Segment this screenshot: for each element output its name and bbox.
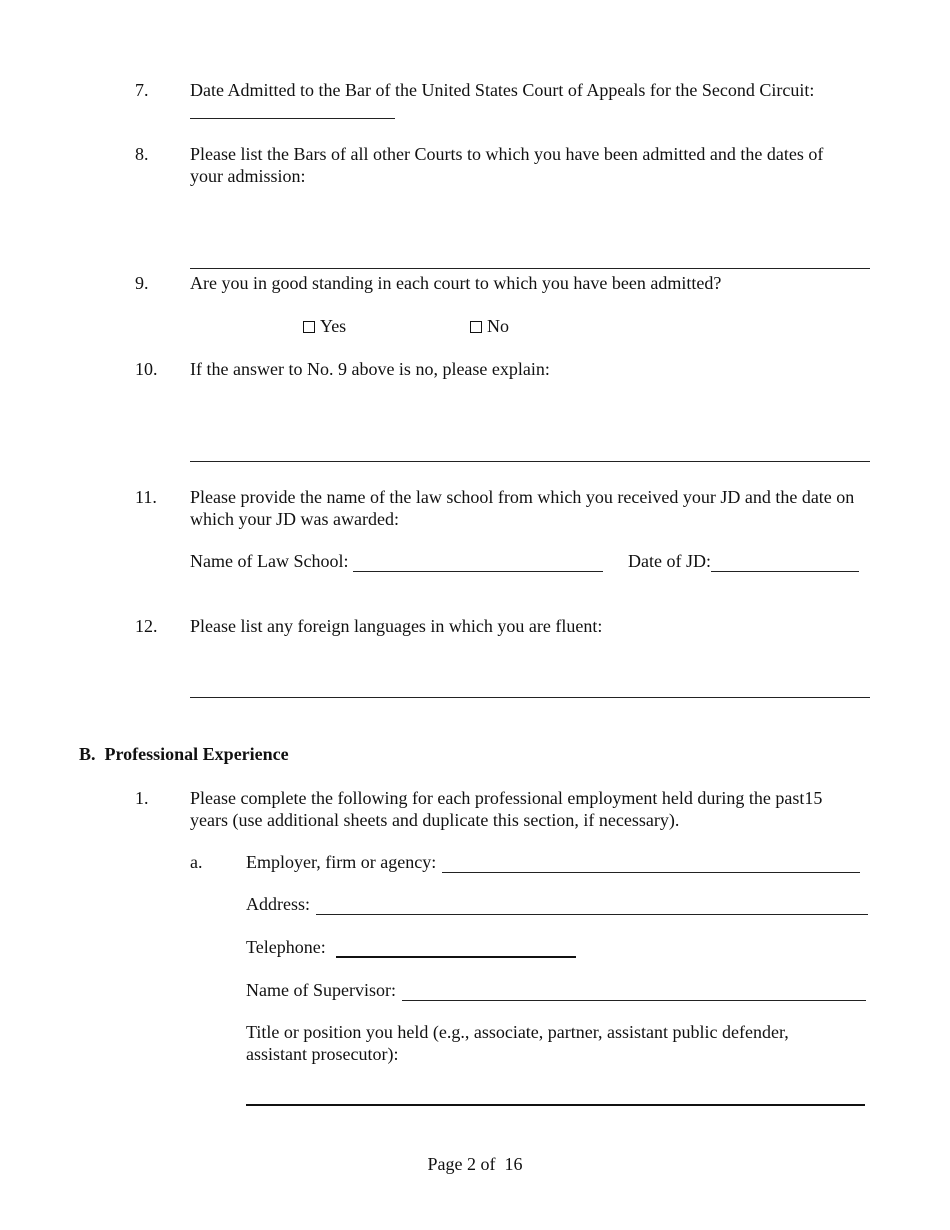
q10-number: 10.: [135, 359, 158, 379]
b1-number: 1.: [135, 788, 149, 808]
telephone-field[interactable]: [336, 938, 576, 958]
q9-text: Are you in good standing in each court to which you have been admitted?: [190, 273, 722, 293]
q12-number: 12.: [135, 616, 158, 636]
telephone-row: [246, 936, 576, 958]
employer-label: Employer, firm or agency:: [246, 852, 437, 872]
q9-no-option[interactable]: [470, 315, 509, 337]
jd-date-label: Date of JD:: [628, 551, 711, 571]
q11-text: Please provide the name of the law school from which you received your JD and the date on which your JD was awarded:: [190, 487, 855, 529]
q11-number: 11.: [135, 487, 157, 507]
q12-answer-field[interactable]: [190, 697, 870, 698]
q7-number: 7.: [135, 80, 149, 100]
yes-checkbox[interactable]: [303, 321, 315, 333]
q12-text: Please list any foreign languages in which you are fluent:: [190, 616, 603, 636]
telephone-label: Telephone:: [246, 937, 326, 957]
jd-date-row: [628, 550, 859, 572]
yes-label: Yes: [320, 316, 347, 336]
supervisor-field[interactable]: [402, 982, 866, 1001]
q8-number: 8.: [135, 144, 149, 164]
no-label: No: [487, 316, 509, 336]
title-position-label: Title or position you held (e.g., associate, partner, assistant public defender, assistant prosecutor):: [246, 1022, 789, 1064]
q8-answer-field[interactable]: [190, 268, 870, 269]
q9-number: 9.: [135, 273, 149, 293]
law-school-row: [190, 550, 603, 572]
q8-text: Please list the Bars of all other Courts to which you have been admitted and the dates of your admission:: [190, 144, 824, 186]
q9-yes-option[interactable]: [303, 315, 346, 337]
supervisor-row: [246, 979, 866, 1001]
law-school-field[interactable]: [353, 553, 603, 572]
employer-row: [246, 851, 860, 873]
supervisor-label: Name of Supervisor:: [246, 980, 396, 1000]
no-checkbox[interactable]: [470, 321, 482, 333]
q10-text: If the answer to No. 9 above is no, please explain:: [190, 359, 550, 379]
page-number: Page 2 of 16: [427, 1154, 523, 1174]
title-position-field[interactable]: [246, 1104, 865, 1106]
section-b-heading: B. Professional Experience: [79, 744, 289, 764]
jd-date-field[interactable]: [711, 553, 859, 572]
law-school-label: Name of Law School:: [190, 551, 349, 571]
b1-sub-a: a.: [190, 852, 203, 872]
b1-text: Please complete the following for each professional employment held during the past15 years (use additional sheets and duplicate this section, if necessary).: [190, 788, 823, 830]
q7-date-field[interactable]: [190, 118, 395, 119]
address-row: [246, 893, 868, 915]
address-field[interactable]: [316, 896, 868, 915]
employer-field[interactable]: [442, 854, 860, 873]
q7-text: Date Admitted to the Bar of the United States Court of Appeals for the Second Circuit:: [190, 80, 815, 100]
address-label: Address:: [246, 894, 310, 914]
q10-answer-field[interactable]: [190, 461, 870, 462]
